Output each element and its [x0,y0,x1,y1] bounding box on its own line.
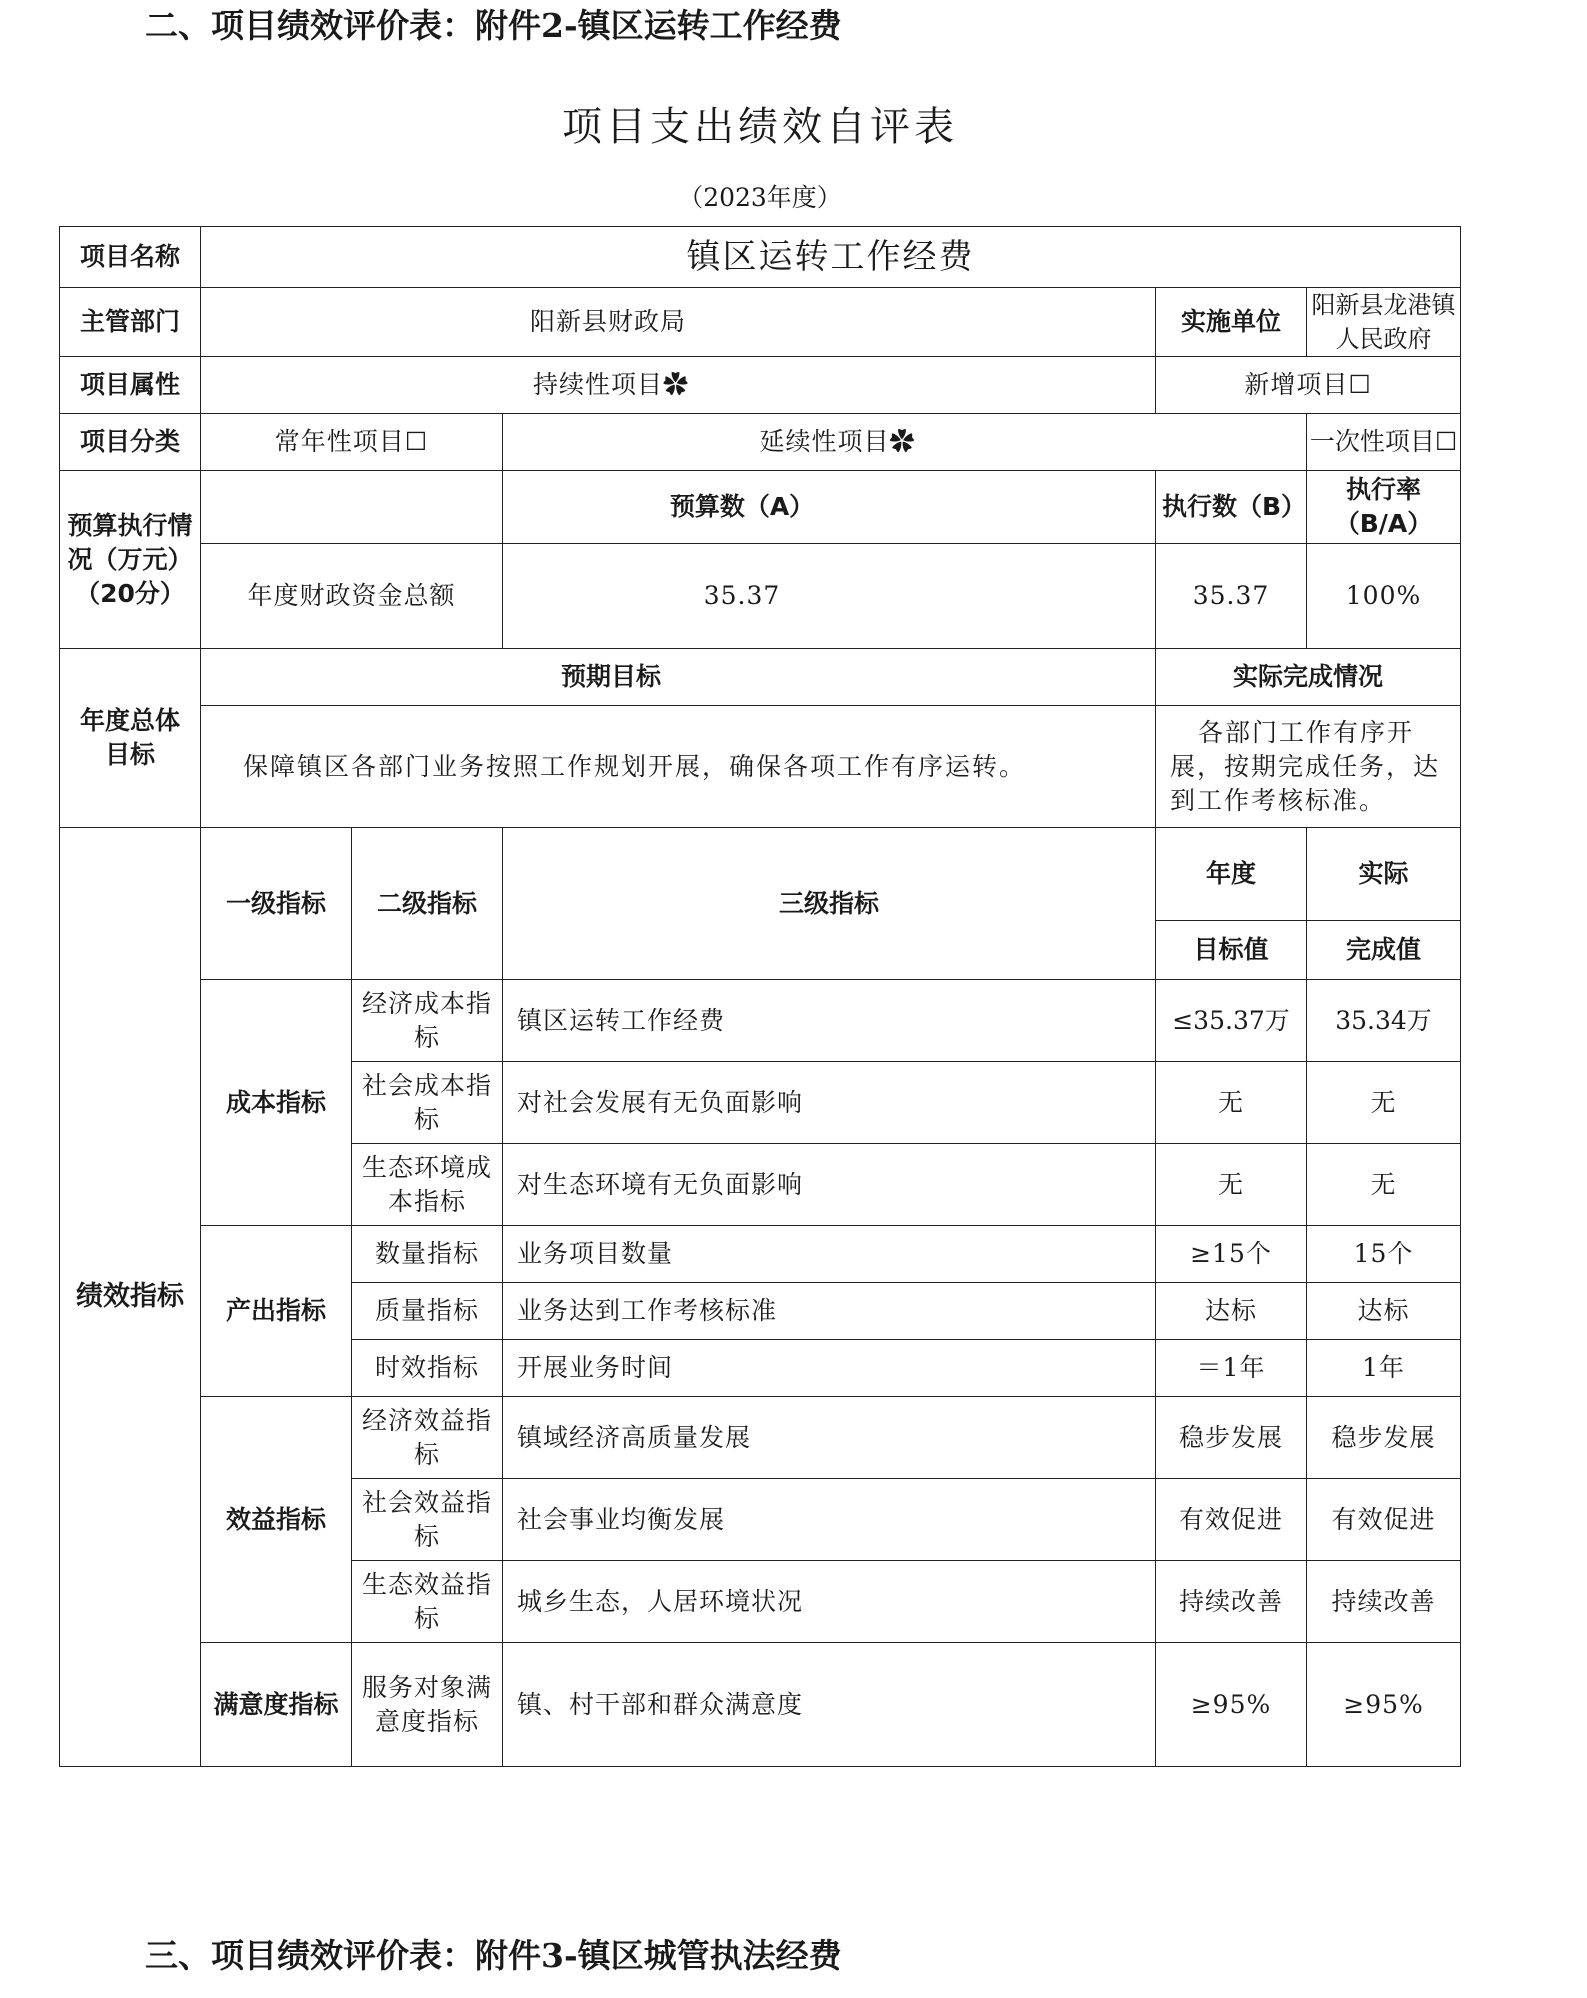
header-target-bottom: 目标值 [1156,921,1307,980]
target-cell: 有效促进 [1156,1479,1307,1561]
target-cell: ≥95% [1156,1643,1307,1767]
level2-cell: 经济效益指标 [352,1397,503,1479]
actual-cell: 35.34万 [1307,980,1461,1062]
actual-cell: 1年 [1307,1340,1461,1397]
actual-cell: 有效促进 [1307,1479,1461,1561]
level2-cell: 数量指标 [352,1226,503,1283]
header-actual-top: 实际 [1307,828,1461,921]
dept-label: 主管部门 [60,288,201,357]
level3-cell: 开展业务时间 [503,1340,1156,1397]
target-cell: 持续改善 [1156,1561,1307,1643]
exec-value: 35.37 [1156,544,1307,649]
attr-continuing: 持续性项目✿ [201,357,1156,414]
class-label: 项目分类 [60,414,201,471]
budget-value: 35.37 [503,544,1156,649]
header-level2: 二级指标 [352,828,503,980]
next-section-heading: 三、项目绩效评价表：附件3-镇区城管执法经费 [145,1936,842,1975]
group-cost: 成本指标 [201,980,352,1226]
budget-col-exec: 执行数（B） [1156,471,1307,544]
project-name-value: 镇区运转工作经费 [201,227,1461,288]
group-benefit: 效益指标 [201,1397,352,1643]
goals-actual-header: 实际完成情况 [1156,649,1461,706]
header-level1: 一级指标 [201,828,352,980]
rate-value: 100% [1307,544,1461,649]
goals-label: 年度总体目标 [60,649,201,828]
level3-cell: 业务达到工作考核标准 [503,1283,1156,1340]
actual-cell: ≥95% [1307,1643,1461,1767]
goals-actual-text: 各部门工作有序开展，按期完成任务，达到工作考核标准。 [1156,706,1461,828]
actual-cell: 持续改善 [1307,1561,1461,1643]
class-extended: 延续性项目✿ [503,414,1307,471]
document-year: （2023年度） [678,183,842,212]
budget-col-rate: 执行率（B/A） [1307,471,1461,544]
level3-cell: 镇域经济高质量发展 [503,1397,1156,1479]
level2-cell: 质量指标 [352,1283,503,1340]
class-once: 一次性项目☐ [1307,414,1461,471]
performance-table [59,226,1461,1767]
actual-cell: 无 [1307,1062,1461,1144]
target-cell: 达标 [1156,1283,1307,1340]
budget-col-budget: 预算数（A） [503,471,1156,544]
budget-row-label: 年度财政资金总额 [201,544,503,649]
actual-cell: 无 [1307,1144,1461,1226]
class-regular: 常年性项目☐ [201,414,503,471]
level3-cell: 业务项目数量 [503,1226,1156,1283]
dept-value: 阳新县财政局 [201,288,1156,357]
actual-cell: 稳步发展 [1307,1397,1461,1479]
header-target-top: 年度 [1156,828,1307,921]
level3-cell: 镇、村干部和群众满意度 [503,1643,1156,1767]
header-level3: 三级指标 [503,828,1156,980]
header-actual-bottom: 完成值 [1307,921,1461,980]
level2-cell: 生态环境成本指标 [352,1144,503,1226]
budget-label: 预算执行情况（万元）（20分） [60,471,201,649]
indicators-label: 绩效指标 [60,828,201,1767]
target-cell: 稳步发展 [1156,1397,1307,1479]
level3-cell: 社会事业均衡发展 [503,1479,1156,1561]
actual-cell: 15个 [1307,1226,1461,1283]
impl-label: 实施单位 [1156,288,1307,357]
level2-cell: 时效指标 [352,1340,503,1397]
level2-cell: 社会成本指标 [352,1062,503,1144]
level2-cell: 经济成本指标 [352,980,503,1062]
target-cell: 无 [1156,1144,1307,1226]
level3-cell: 城乡生态，人居环境状况 [503,1561,1156,1643]
level2-cell: 社会效益指标 [352,1479,503,1561]
level2-cell: 生态效益指标 [352,1561,503,1643]
group-satisfaction: 满意度指标 [201,1643,352,1767]
target-cell: ≥15个 [1156,1226,1307,1283]
budget-empty-cell [201,471,503,544]
goals-expected-header: 预期目标 [201,649,1156,706]
impl-value: 阳新县龙港镇人民政府 [1307,288,1461,357]
target-cell: ≤35.37万 [1156,980,1307,1062]
attr-label: 项目属性 [60,357,201,414]
target-cell: 无 [1156,1062,1307,1144]
group-output: 产出指标 [201,1226,352,1397]
actual-cell: 达标 [1307,1283,1461,1340]
level3-cell: 对社会发展有无负面影响 [503,1062,1156,1144]
level3-cell: 对生态环境有无负面影响 [503,1144,1156,1226]
level3-cell: 镇区运转工作经费 [503,980,1156,1062]
goals-expected-text: 保障镇区各部门业务按照工作规划开展，确保各项工作有序运转。 [201,706,1156,828]
section-heading: 二、项目绩效评价表：附件2-镇区运转工作经费 [145,6,842,45]
attr-new: 新增项目☐ [1156,357,1461,414]
level2-cell: 服务对象满意度指标 [352,1643,503,1767]
document-title: 项目支出绩效自评表 [562,104,958,150]
target-cell: ＝1年 [1156,1340,1307,1397]
project-name-label: 项目名称 [60,227,201,288]
